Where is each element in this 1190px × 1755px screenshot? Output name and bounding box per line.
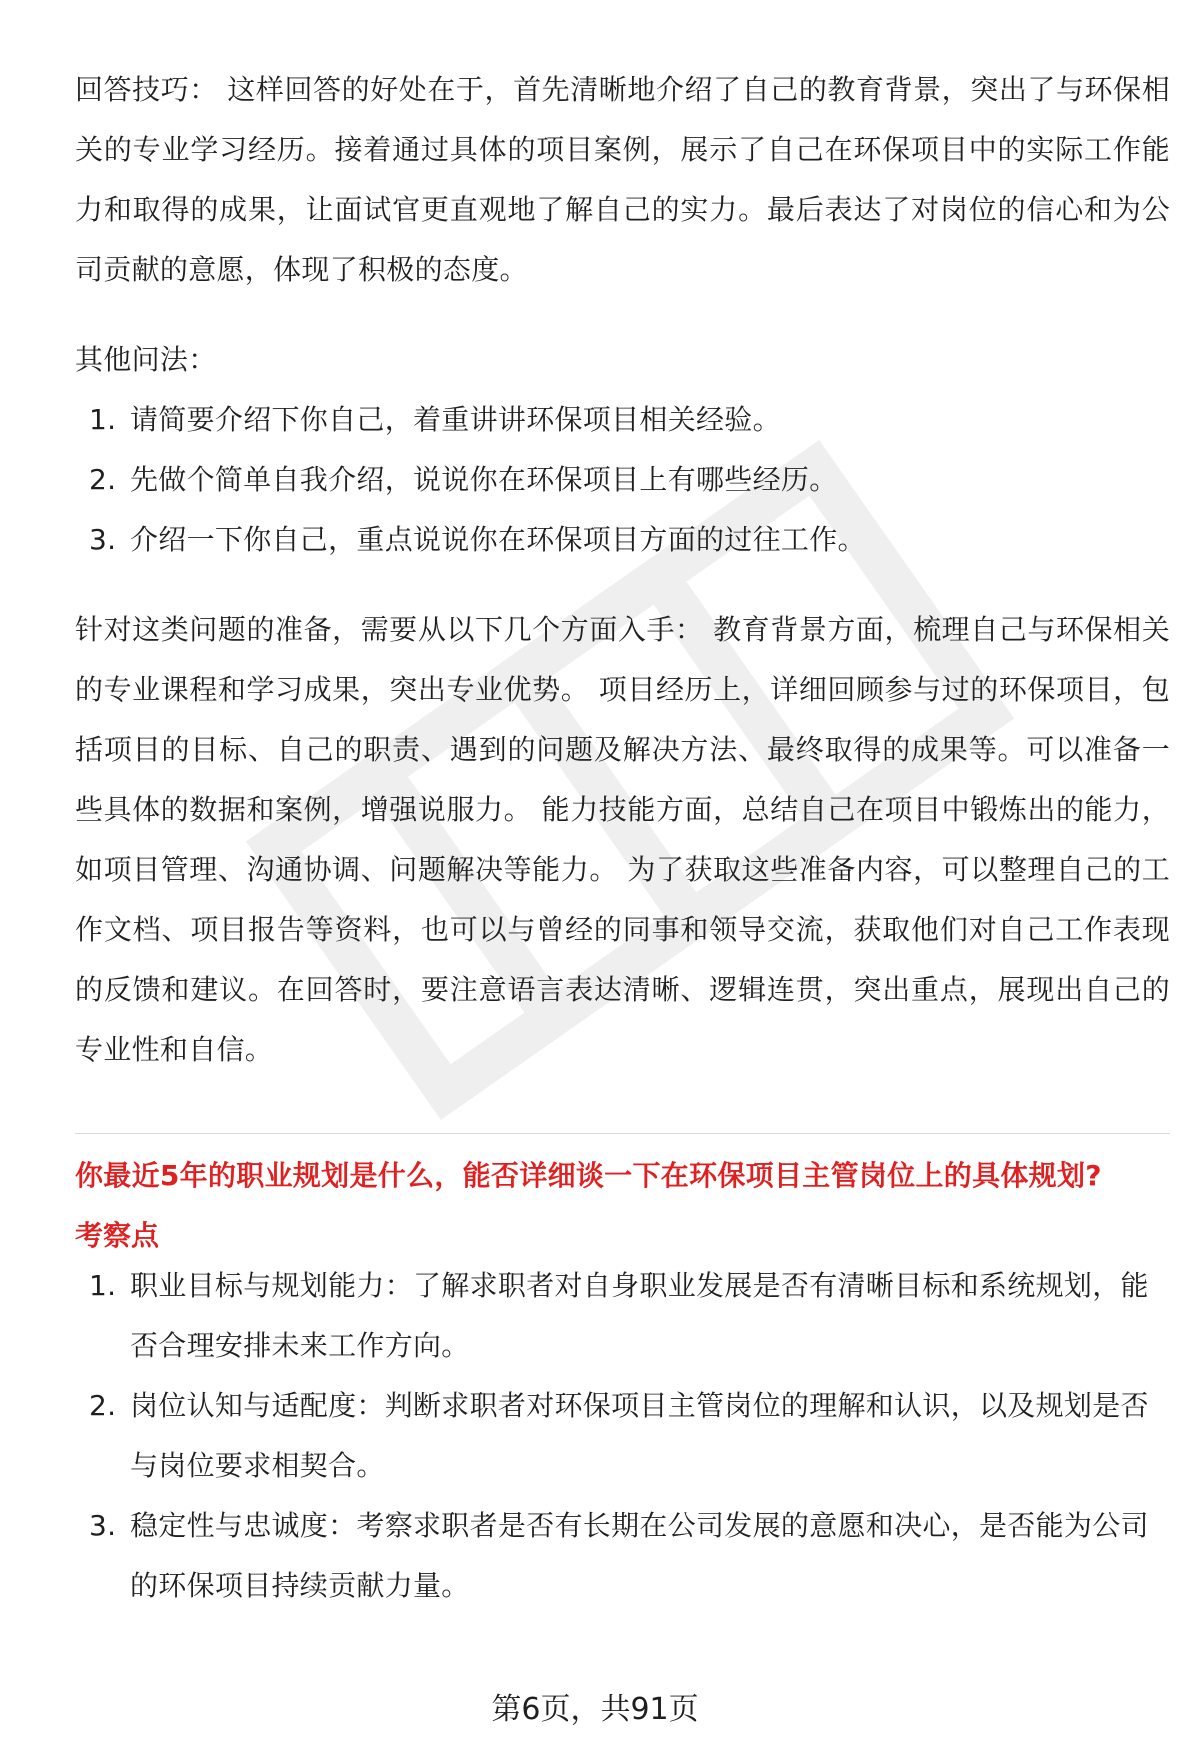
question-title: 你最近5年的职业规划是什么，能否详细谈一下在环保项目主管岗位上的具体规划? xyxy=(75,1159,1102,1192)
list-item: 2. 岗位认知与适配度：判断求职者对环保项目主管岗位的理解和认识，以及规划是否与岗位要求相契合。 xyxy=(89,1389,1149,1482)
list-item: 3. 介绍一下你自己，重点说说你在环保项目方面的过往工作。 xyxy=(89,523,866,556)
main-content xyxy=(75,60,1170,1616)
list-item: 1. 职业目标与规划能力：了解求职者对自身职业发展是否有清晰目标和系统规划，能否合理安排未来工作方向。 xyxy=(89,1269,1149,1362)
list-item: 2. 先做个简单自我介绍，说说你在环保项目上有哪些经历。 xyxy=(89,463,838,496)
other-asks-list xyxy=(75,390,1170,570)
list-item: 3. 稳定性与忠诚度：考察求职者是否有长期在公司发展的意愿和决心，是否能为公司的环保项目持续贡献力量。 xyxy=(89,1509,1149,1602)
list-item: 1. 请简要介绍下你自己，着重讲讲环保项目相关经验。 xyxy=(89,403,781,436)
page-footer: 第6页，共91页 xyxy=(491,1692,699,1727)
answer-tips-paragraph: 回答技巧： 这样回答的好处在于，首先清晰地介绍了自己的教育背景，突出了与环保相关的专业学习经历。接着通过具体的项目案例，展示了自己在环保项目中的实际工作能力和取得的成果，让面试官更直观地了解自己的实力。最后表达了对岗位的信心和为公司贡献的意愿，体现了积极的态度。 xyxy=(75,73,1170,286)
section-divider xyxy=(75,1133,1170,1134)
preparation-paragraph: 针对这类问题的准备，需要从以下几个方面入手： 教育背景方面，梳理自己与环保相关的专业课程和学习成果，突出专业优势。 项目经历上，详细回顾参与过的环保项目，包括项目的目标、自己的职责、遇到的问题及解决方法、最终取得的成果等。可以准备一些具体的数据和案例，增强说服力。 能力技能方面，总结自己在项目中锻炼出的能力，如项目管理、沟通协调、问题解决等能力。 为了获取这些准备内容，可以整理自己的工作文档、项目报告等资料，也可以与曾经的同事和领导交流，获取他们对自己工作表现的反馈和建议。在回答时，要注意语言表达清晰、逻辑连贯，突出重点，展现出自己的专业性和自信。 xyxy=(75,613,1170,1066)
key-points-title: 考察点 xyxy=(75,1219,160,1252)
other-asks-label: 其他问法： xyxy=(75,343,217,376)
key-points-list xyxy=(75,1256,1170,1616)
